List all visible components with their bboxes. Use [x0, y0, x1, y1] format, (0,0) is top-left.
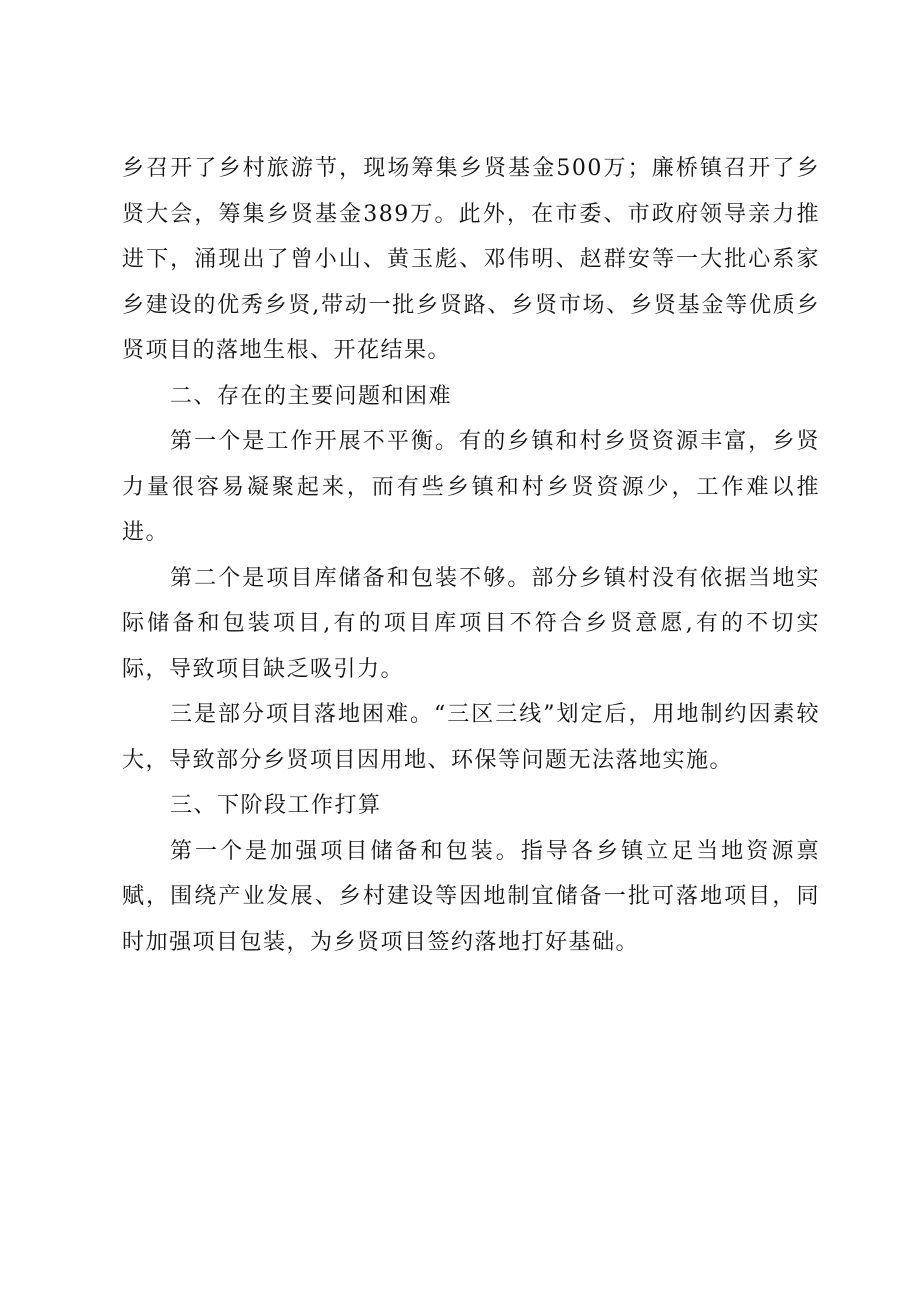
paragraph-problem-land-use: 三是部分项目落地困难。“三区三线”划定后，用地制约因素较大，导致部分乡贤项目因用地、环保等问题无法落地实施。: [122, 702, 820, 773]
paragraph-problem-project-reserve: 第二个是项目库储备和包装不够。部分乡镇村没有依据当地实际储备和包装项目,有的项目库项目不符合乡贤意愿,有的不切实际，导致项目缺乏吸引力。: [122, 565, 820, 682]
paragraph-continued: 乡召开了乡村旅游节，现场筹集乡贤基金500万；廉桥镇召开了乡贤大会，筹集乡贤基金389万。此外，在市委、市政府领导亲力推进下，涌现出了曾小山、黄玉彪、邓伟明、赵群安等一大批心系家乡建设的优秀乡贤,带动一批乡贤路、乡贤市场、乡贤基金等优质乡贤项目的落地生根、开花结果。: [122, 156, 820, 363]
paragraph-plan-project-reserve: 第一个是加强项目储备和包装。指导各乡镇立足当地资源禀赋，围绕产业发展、乡村建设等因地制宜储备一批可落地项目，同时加强项目包装，为乡贤项目签约落地打好基础。: [122, 838, 820, 955]
document-body: [122, 146, 820, 965]
section-heading-next-plan: 三、下阶段工作打算: [170, 793, 382, 818]
paragraph-problem-unbalanced: 第一个是工作开展不平衡。有的乡镇和村乡贤资源丰富，乡贤力量很容易凝聚起来，而有些乡镇和村乡贤资源少，工作难以推进。: [122, 429, 820, 545]
section-heading-problems: 二、存在的主要问题和困难: [170, 383, 453, 409]
